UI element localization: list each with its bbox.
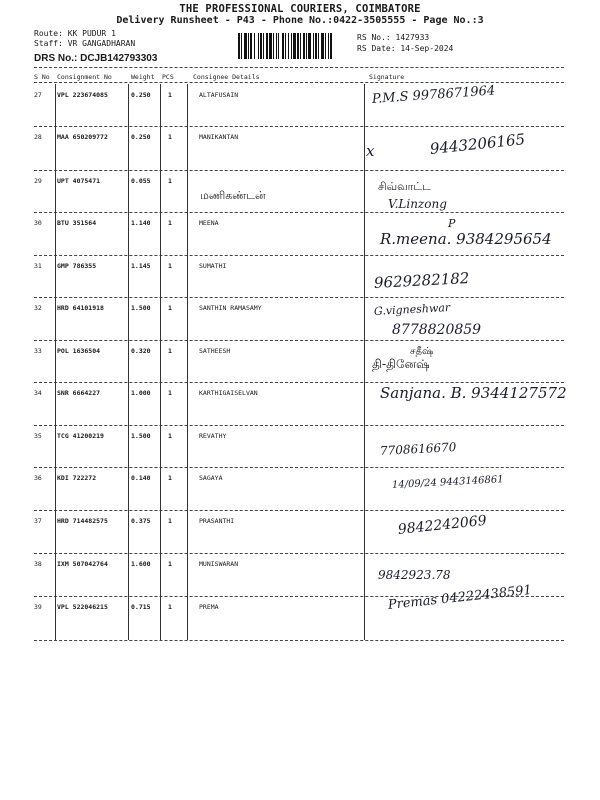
column-divider bbox=[160, 297, 161, 340]
signature-36: 14/09/24 9443146861 bbox=[391, 474, 504, 491]
row-weight: 1.600 bbox=[131, 560, 151, 568]
col-signature-header: Signature bbox=[369, 73, 405, 81]
row-consignment: GMP 786355 bbox=[57, 262, 97, 270]
row-weight: 0.715 bbox=[131, 603, 151, 611]
barcode-bar bbox=[260, 33, 262, 59]
route-label: Route: KK PUDUR 1 bbox=[34, 29, 116, 38]
col-consignment-header: Consignment No bbox=[57, 73, 112, 81]
column-divider bbox=[187, 553, 188, 596]
drs-number: DRS No.: DCJB142793303 bbox=[34, 53, 158, 64]
barcode-bar bbox=[297, 33, 299, 59]
column-divider bbox=[364, 212, 365, 255]
row-sno: 27 bbox=[34, 91, 42, 99]
row-consignment: UPT 4075471 bbox=[57, 177, 101, 185]
col-consignee-header: Consignee Details bbox=[193, 73, 260, 81]
barcode-bar bbox=[276, 33, 277, 59]
row-sno: 29 bbox=[34, 177, 42, 185]
row-divider bbox=[34, 467, 564, 468]
row-consignment: IXM 507042764 bbox=[57, 560, 108, 568]
column-divider bbox=[160, 126, 161, 170]
barcode-bar bbox=[266, 33, 268, 59]
row-pcs: 1 bbox=[168, 133, 172, 141]
barcode-bar bbox=[321, 33, 324, 59]
column-divider bbox=[187, 170, 188, 212]
row-pcs: 1 bbox=[168, 91, 172, 99]
column-divider bbox=[187, 425, 188, 467]
row-consignee: REVATHY bbox=[199, 432, 227, 440]
rs-date: RS Date: 14-Sep-2024 bbox=[357, 44, 454, 53]
column-divider bbox=[128, 255, 129, 297]
column-divider bbox=[364, 425, 365, 467]
column-divider bbox=[187, 126, 188, 170]
column-divider bbox=[364, 126, 365, 170]
barcode-bar bbox=[248, 33, 249, 59]
column-divider bbox=[187, 340, 188, 382]
row-consignee: SATHEESH bbox=[199, 347, 231, 355]
barcode-bar bbox=[288, 33, 289, 59]
column-divider bbox=[160, 170, 161, 212]
row-consignment: MAA 650209772 bbox=[57, 133, 108, 141]
header-top-rule bbox=[34, 67, 564, 68]
barcode-bar bbox=[318, 33, 319, 59]
barcode-bar bbox=[330, 33, 332, 59]
signature-31: 9629282182 bbox=[373, 269, 470, 292]
company-title: THE PROFESSIONAL COURIERS, COIMBATORE bbox=[179, 3, 421, 15]
signature-37: 9842242069 bbox=[397, 512, 488, 538]
column-divider bbox=[128, 212, 129, 255]
barcode-bar bbox=[308, 33, 311, 59]
signature-30: R.meena. 9384295654 bbox=[380, 230, 552, 248]
column-divider bbox=[187, 596, 188, 640]
row-consignee: SUMATHI bbox=[199, 262, 227, 270]
column-divider bbox=[128, 126, 129, 170]
signature-33-tamil: சதீஷ் bbox=[410, 346, 434, 357]
column-divider bbox=[55, 553, 56, 596]
row-pcs: 1 bbox=[168, 389, 172, 397]
barcode-bar bbox=[282, 33, 284, 59]
column-divider bbox=[160, 553, 161, 596]
column-divider bbox=[160, 596, 161, 640]
row-consignee: SAGAYA bbox=[199, 474, 223, 482]
row-divider bbox=[34, 510, 564, 511]
column-divider bbox=[55, 170, 56, 212]
row-sno: 33 bbox=[34, 347, 42, 355]
barcode-bar bbox=[325, 33, 326, 59]
barcode-bar bbox=[306, 33, 307, 59]
row-weight: 0.250 bbox=[131, 91, 151, 99]
row-divider bbox=[34, 255, 564, 256]
column-divider bbox=[55, 510, 56, 553]
row-pcs: 1 bbox=[168, 517, 172, 525]
row-weight: 1.140 bbox=[131, 219, 151, 227]
row-consignee: ALTAFUSAIN bbox=[199, 91, 239, 99]
row-consignment: BTU 351564 bbox=[57, 219, 97, 227]
row-sno: 34 bbox=[34, 389, 42, 397]
row-sno: 39 bbox=[34, 603, 42, 611]
barcode-bar bbox=[293, 33, 296, 59]
route-info bbox=[34, 29, 135, 49]
column-divider bbox=[55, 126, 56, 170]
column-divider bbox=[364, 297, 365, 340]
row-pcs: 1 bbox=[168, 474, 172, 482]
tamil-name-29: மணிகண்டன் bbox=[200, 189, 266, 202]
column-divider bbox=[187, 84, 188, 126]
column-divider bbox=[128, 170, 129, 212]
row-divider bbox=[34, 553, 564, 554]
row-weight: 1.500 bbox=[131, 432, 151, 440]
row-divider bbox=[34, 170, 564, 171]
row-consignee: PRASANTHI bbox=[199, 517, 235, 525]
column-divider bbox=[160, 382, 161, 425]
mark-28: x bbox=[366, 142, 375, 160]
column-divider bbox=[55, 84, 56, 126]
column-divider bbox=[55, 297, 56, 340]
column-divider bbox=[128, 340, 129, 382]
column-divider bbox=[128, 467, 129, 510]
row-consignment: SNR 6664227 bbox=[57, 389, 101, 397]
column-divider bbox=[160, 425, 161, 467]
column-divider bbox=[160, 255, 161, 297]
row-consignment: TCG 41200219 bbox=[57, 432, 104, 440]
column-divider bbox=[160, 467, 161, 510]
rs-number: RS No.: 1427933 bbox=[357, 33, 430, 42]
column-divider bbox=[55, 255, 56, 297]
column-divider bbox=[364, 510, 365, 553]
col-pcs-header: PCS bbox=[162, 73, 174, 81]
barcode-bar bbox=[241, 33, 242, 59]
barcode-bar bbox=[315, 33, 317, 59]
barcode-bar bbox=[250, 33, 252, 59]
column-divider bbox=[128, 553, 129, 596]
row-consignment: POL 1636504 bbox=[57, 347, 101, 355]
column-divider bbox=[128, 382, 129, 425]
column-divider bbox=[128, 510, 129, 553]
row-weight: 0.375 bbox=[131, 517, 151, 525]
column-divider bbox=[187, 382, 188, 425]
barcode-bar bbox=[254, 33, 255, 59]
row-divider bbox=[34, 340, 564, 341]
mark-30: P bbox=[448, 217, 456, 230]
barcode-bar bbox=[313, 33, 314, 59]
row-consignee: PREMA bbox=[199, 603, 219, 611]
column-divider bbox=[128, 84, 129, 126]
row-pcs: 1 bbox=[168, 304, 172, 312]
row-sno: 38 bbox=[34, 560, 42, 568]
barcode-bar bbox=[278, 33, 279, 59]
column-divider bbox=[187, 297, 188, 340]
row-consignment: HRD 714482575 bbox=[57, 517, 108, 525]
row-sno: 36 bbox=[34, 474, 42, 482]
signature-39: Premas 04222438591 bbox=[387, 582, 533, 613]
row-pcs: 1 bbox=[168, 219, 172, 227]
row-weight: 1.000 bbox=[131, 389, 151, 397]
row-divider bbox=[34, 640, 564, 641]
signature-32-name: G.vigneshwar bbox=[373, 301, 451, 318]
column-divider bbox=[187, 212, 188, 255]
barcode-bar bbox=[291, 33, 292, 59]
row-sno: 35 bbox=[34, 432, 42, 440]
row-weight: 0.250 bbox=[131, 133, 151, 141]
barcode-image bbox=[238, 33, 356, 59]
row-divider bbox=[34, 382, 564, 383]
row-pcs: 1 bbox=[168, 177, 172, 185]
row-sno: 28 bbox=[34, 133, 42, 141]
column-divider bbox=[160, 510, 161, 553]
signature-34: Sanjana. B. 9344127572 bbox=[380, 384, 567, 402]
barcode-bar bbox=[300, 33, 301, 59]
column-divider bbox=[160, 340, 161, 382]
row-weight: 0.320 bbox=[131, 347, 151, 355]
barcode-bar bbox=[244, 33, 247, 59]
row-weight: 1.145 bbox=[131, 262, 151, 270]
barcode-bar bbox=[238, 33, 240, 59]
column-divider bbox=[55, 467, 56, 510]
signature-35: 7708616670 bbox=[379, 440, 457, 458]
column-divider bbox=[55, 212, 56, 255]
barcode-bar bbox=[328, 33, 329, 59]
col-sno-header: S No bbox=[34, 73, 50, 81]
barcode-bar bbox=[258, 33, 259, 59]
staff-label: Staff: VR GANGADHARAN bbox=[34, 39, 136, 48]
row-divider bbox=[34, 297, 564, 298]
row-divider bbox=[34, 425, 564, 426]
row-divider bbox=[34, 212, 564, 213]
row-pcs: 1 bbox=[168, 432, 172, 440]
barcode-bar bbox=[303, 33, 305, 59]
column-divider bbox=[364, 553, 365, 596]
column-divider bbox=[55, 596, 56, 640]
row-consignment: KDI 722272 bbox=[57, 474, 97, 482]
signature-28: 9443206165 bbox=[429, 130, 526, 158]
signature-27: P.M.S 9978671964 bbox=[371, 83, 496, 107]
row-weight: 0.140 bbox=[131, 474, 151, 482]
barcode-bar bbox=[263, 33, 264, 59]
row-consignment: VPL 522046215 bbox=[57, 603, 108, 611]
signature-29: V.Linzong bbox=[388, 197, 447, 211]
signature-32: 8778820859 bbox=[392, 322, 482, 338]
row-pcs: 1 bbox=[168, 603, 172, 611]
row-pcs: 1 bbox=[168, 262, 172, 270]
column-divider bbox=[160, 84, 161, 126]
column-divider bbox=[364, 467, 365, 510]
barcode-bar bbox=[269, 33, 272, 59]
row-sno: 30 bbox=[34, 219, 42, 227]
barcode-bar bbox=[285, 33, 286, 59]
col-weight-header: Weight bbox=[131, 73, 155, 81]
row-sno: 37 bbox=[34, 517, 42, 525]
column-divider bbox=[187, 510, 188, 553]
row-sno: 32 bbox=[34, 304, 42, 312]
row-weight: 1.500 bbox=[131, 304, 151, 312]
row-consignee: MEENA bbox=[199, 219, 219, 227]
row-pcs: 1 bbox=[168, 347, 172, 355]
column-divider bbox=[55, 340, 56, 382]
column-divider bbox=[128, 425, 129, 467]
column-divider bbox=[364, 84, 365, 126]
row-consignment: VPL 223674085 bbox=[57, 91, 108, 99]
row-pcs: 1 bbox=[168, 560, 172, 568]
column-divider bbox=[160, 212, 161, 255]
runsheet-subtitle bbox=[0, 15, 600, 26]
row-divider bbox=[34, 126, 564, 127]
row-consignee: MUNISWARAN bbox=[199, 560, 239, 568]
column-divider bbox=[128, 297, 129, 340]
row-consignee: KARTHIGAISELVAN bbox=[199, 389, 258, 397]
row-consignee: SANTHIN RAMASAMY bbox=[199, 304, 262, 312]
column-divider bbox=[55, 382, 56, 425]
column-divider bbox=[364, 340, 365, 382]
row-consignee: MANIKANTAN bbox=[199, 133, 239, 141]
row-consignment: HRD 64101918 bbox=[57, 304, 104, 312]
runsheet-line: Delivery Runsheet - P43 - Phone No.:0422-3505555 - Page No.:3 bbox=[116, 15, 484, 26]
column-divider bbox=[187, 255, 188, 297]
column-divider bbox=[128, 596, 129, 640]
header-bottom-rule bbox=[34, 82, 564, 83]
column-divider bbox=[187, 467, 188, 510]
column-divider bbox=[364, 382, 365, 425]
signature-29-tamil: சிவ்வாட்ட bbox=[378, 180, 431, 193]
signature-38: 9842923.78 bbox=[378, 568, 451, 582]
barcode-bar bbox=[273, 33, 274, 59]
row-weight: 0.055 bbox=[131, 177, 151, 185]
signature-33: தி-தினேஷ் bbox=[372, 357, 430, 371]
column-divider bbox=[364, 170, 365, 212]
row-sno: 31 bbox=[34, 262, 42, 270]
column-divider bbox=[364, 255, 365, 297]
column-divider bbox=[55, 425, 56, 467]
column-divider bbox=[364, 596, 365, 640]
